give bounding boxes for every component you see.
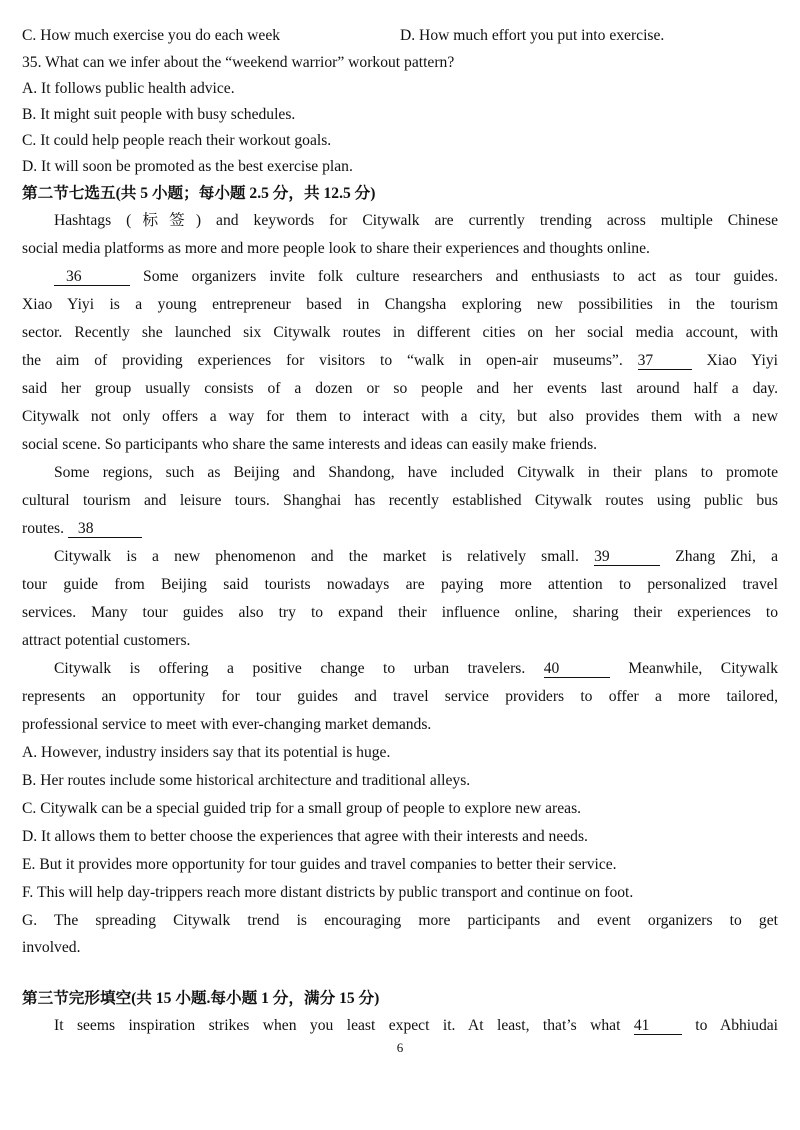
section2-p5-line1 bbox=[54, 659, 778, 679]
section2-p5-line2: represents an opportunity for tour guides and travel service providers to offer a more tailored, bbox=[22, 688, 778, 705]
blank-41: 41 bbox=[634, 1017, 682, 1035]
section3-heading: 第三节完形填空(共 15 小题.每小题 1 分，满分 15 分) bbox=[22, 990, 380, 1007]
option-b: B. Her routes include some historical architecture and traditional alleys. bbox=[22, 772, 471, 789]
blank-38: 38 bbox=[68, 520, 142, 538]
section2-p1-line2: social media platforms as more and more people look to share their experiences and thoughts online. bbox=[22, 240, 650, 257]
s3-p1-text-before: It seems inspiration strikes when you least expect it. At least, that’s what bbox=[54, 1017, 634, 1034]
option-e: E. But it provides more opportunity for tour guides and travel companies to better their service. bbox=[22, 856, 617, 873]
section2-p2-line3: sector. Recently she launched six Citywalk routes in different cities on her social media account, with bbox=[22, 324, 778, 341]
option-a: A. However, industry insiders say that its potential is huge. bbox=[22, 744, 391, 761]
blank-36: 36 bbox=[54, 268, 130, 286]
p4-line1-text-after: Zhang Zhi, a bbox=[660, 548, 778, 565]
q35-option-a: A. It follows public health advice. bbox=[22, 80, 235, 97]
p2-line4-text-before: the aim of providing experiences for visitors to “walk in open-air museums”. bbox=[22, 352, 638, 369]
section2-p3-line2: cultural tourism and leisure tours. Shanghai has recently established Citywalk routes using public bus bbox=[22, 492, 778, 509]
blank-40: 40 bbox=[544, 660, 610, 678]
section2-p2-line6: Citywalk not only offers a way for them to interact with a city, but also provides them with a new bbox=[22, 408, 778, 425]
p2-line4-text-after: Xiao Yiyi bbox=[691, 352, 778, 369]
q35-option-c: C. It could help people reach their workout goals. bbox=[22, 132, 332, 149]
blank-37: 37 bbox=[638, 352, 692, 370]
section2-p2-line2: Xiao Yiyi is a young entrepreneur based in Changsha exploring new possibilities in the tourism bbox=[22, 296, 778, 313]
option-g-line1: G. The spreading Citywalk trend is encouraging more participants and event organizers to get bbox=[22, 912, 778, 929]
p4-line1-text-before: Citywalk is a new phenomenon and the market is relatively small. bbox=[54, 548, 595, 565]
q35-stem: 35. What can we infer about the “weekend warrior” workout pattern? bbox=[22, 54, 455, 71]
q35-option-b: B. It might suit people with busy schedules. bbox=[22, 106, 296, 123]
option-c: C. Citywalk can be a special guided trip for a small group of people to explore new areas. bbox=[22, 800, 582, 817]
p5-line1-text-before: Citywalk is offering a positive change to urban travelers. bbox=[54, 660, 544, 677]
section2-heading: 第二节七选五(共 5 小题；每小题 2.5 分，共 12.5 分) bbox=[22, 185, 376, 202]
q34-option-c: C. How much exercise you do each week bbox=[22, 27, 281, 44]
option-f: F. This will help day-trippers reach more distant districts by public transport and continue on foot. bbox=[22, 884, 634, 901]
section2-p5-line3: professional service to meet with ever-changing market demands. bbox=[22, 716, 432, 733]
p5-line1-text-after: Meanwhile, Citywalk bbox=[609, 660, 778, 677]
page-number: 6 bbox=[396, 1040, 404, 1055]
p2-line1-text: Some organizers invite folk culture researchers and enthusiasts to act as tour guides. bbox=[130, 268, 778, 285]
section2-p4-line4: attract potential customers. bbox=[22, 632, 191, 649]
section2-p3-line1: Some regions, such as Beijing and Shandong, have included Citywalk in their plans to promote bbox=[54, 464, 778, 481]
q35-option-d: D. It will soon be promoted as the best exercise plan. bbox=[22, 158, 353, 175]
q34-option-d: D. How much effort you put into exercise. bbox=[400, 27, 665, 44]
option-g-line2: involved. bbox=[22, 939, 81, 956]
blank-39: 39 bbox=[594, 548, 660, 566]
section2-p4-line1 bbox=[54, 547, 778, 567]
section2-p2-line4 bbox=[22, 351, 778, 371]
p3-line3-text: routes. bbox=[22, 520, 68, 537]
section2-p4-line2: tour guide from Beijing said tourists nowadays are paying more attention to personalized travel bbox=[22, 576, 778, 593]
section2-p2-line1 bbox=[54, 267, 778, 287]
section2-p3-line3 bbox=[22, 519, 142, 539]
section2-p4-line3: services. Many tour guides also try to expand their influence online, sharing their experiences to bbox=[22, 604, 778, 621]
option-d: D. It allows them to better choose the experiences that agree with their interests and needs. bbox=[22, 828, 588, 845]
section3-p1-line1 bbox=[54, 1016, 778, 1036]
section2-p2-line7: social scene. So participants who share the same interests and ideas can easily make friends. bbox=[22, 436, 598, 453]
section2-p1-line1: Hashtags (标签) and keywords for Citywalk are currently trending across multiple Chinese bbox=[54, 212, 778, 229]
s3-p1-text-after: to Abhiudai bbox=[681, 1017, 778, 1034]
section2-p2-line5: said her group usually consists of a dozen or so people and her events last around half a day. bbox=[22, 380, 778, 397]
